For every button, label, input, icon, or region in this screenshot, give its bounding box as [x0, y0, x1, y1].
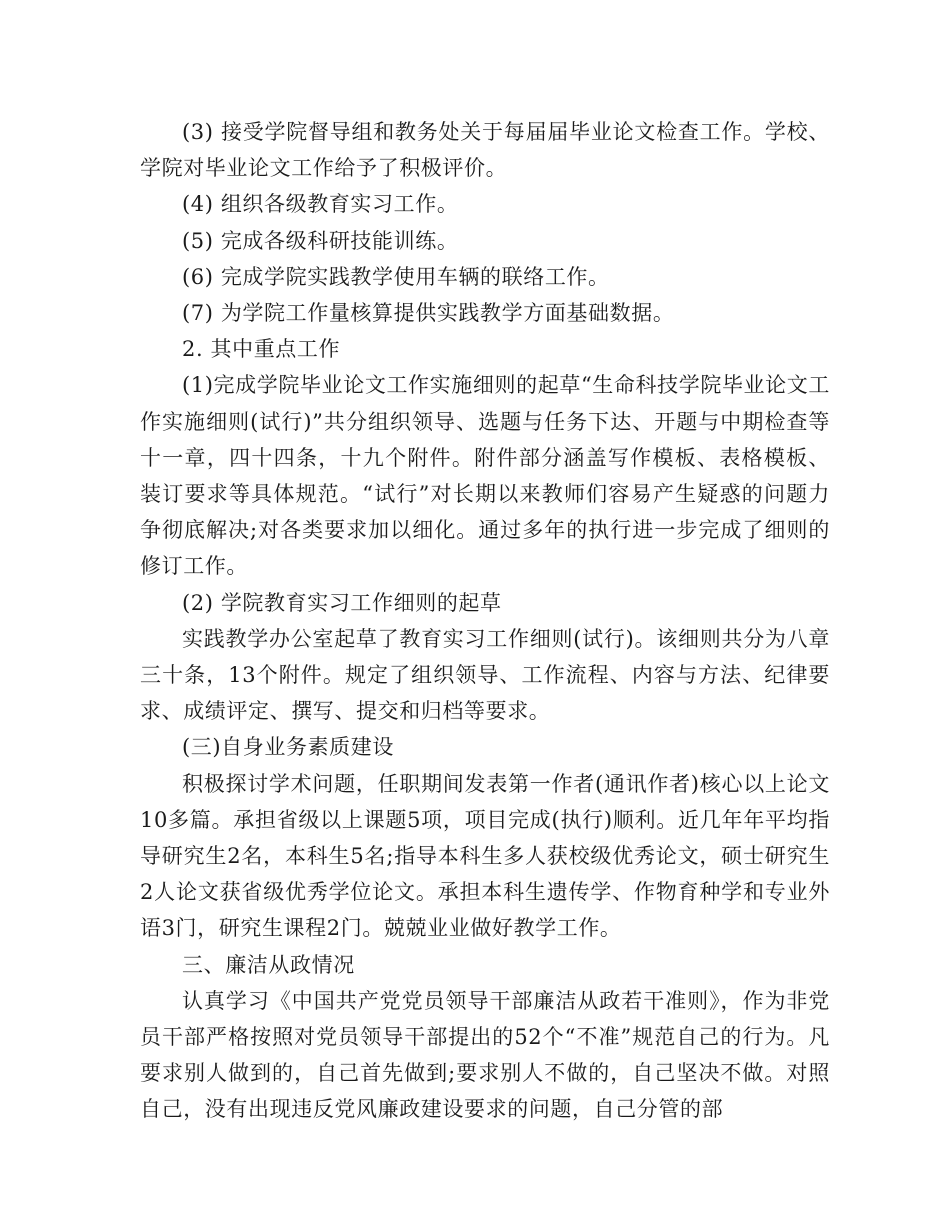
paragraph-thesis-rules: (1)完成学院毕业论文工作实施细则的起草“生命科技学院毕业论文工作实施细则(试行)”共分组织领导、选题与任务下达、开题与中期检查等十一章，四十四条，十九个附件。附件部分涵盖写作模板、表格模板、装订要求等具体规范。“试行”对长期以来教师们容易产生疑惑的问题力争彻底解决;对各类要求加以细化。通过多年的执行进一步完成了细则的修订工作。: [140, 373, 830, 579]
section-heading-key-work: 2. 其中重点工作: [182, 337, 341, 362]
paragraph-item-3: (3) 接受学院督导组和教务处关于每届届毕业论文检查工作。学校、学院对毕业论文工作给予了积极评价。: [140, 120, 830, 181]
paragraph-item-5: (5) 完成各级科研技能训练。: [182, 228, 459, 253]
document-body: [140, 114, 830, 1128]
section-heading-self-development: (三)自身业务素质建设: [182, 735, 394, 760]
paragraph-item-7: (7) 为学院工作量核算提供实践教学方面基础数据。: [182, 301, 675, 326]
subheading-internship-rules: (2) 学院教育实习工作细则的起草: [182, 590, 502, 615]
paragraph-integrity: 认真学习《中国共产党党员领导干部廉洁从政若干准则》，作为非党员干部严格按照对党员领导干部提出的52个“不准”规范自己的行为。凡要求别人做到的，自己首先做到;要求别人不做的，自己坚决不做。对照自己，没有出现违反党风廉政建设要求的问题，自己分管的部: [140, 988, 830, 1122]
paragraph-item-6: (6) 完成学院实践教学使用车辆的联络工作。: [182, 264, 610, 289]
section-heading-integrity: 三、廉洁从政情况: [182, 952, 355, 977]
paragraph-internship-rules: 实践教学办公室起草了教育实习工作细则(试行)。该细则共分为八章三十条，13个附件。规定了组织领导、工作流程、内容与方法、纪律要求、成绩评定、撰写、提交和归档等要求。: [140, 626, 830, 724]
paragraph-self-development: 积极探讨学术问题，任职期间发表第一作者(通讯作者)核心以上论文10多篇。承担省级以上课题5项，项目完成(执行)顺利。近几年年平均指导研究生2名，本科生5名;指导本科生多人获校级优秀论文，硕士研究生2人论文获省级优秀学位论文。承担本科生遗传学、作物育种学和专业外语3门，研究生课程2门。兢兢业业做好教学工作。: [140, 771, 830, 941]
paragraph-item-4: (4) 组织各级教育实习工作。: [182, 192, 459, 217]
